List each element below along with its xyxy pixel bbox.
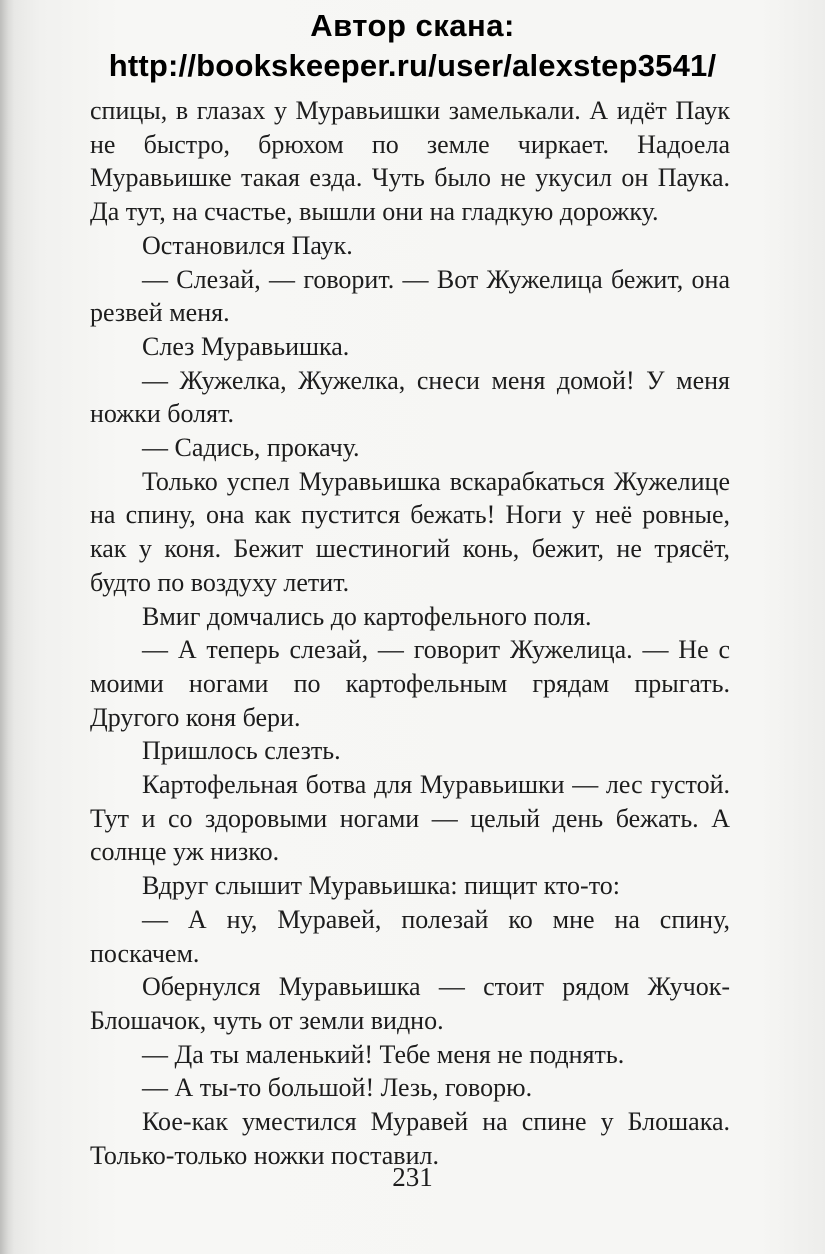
paragraph: — Да ты маленький! Тебе меня не поднять. (142, 1039, 625, 1069)
paragraph: Остановился Паук. (142, 230, 353, 260)
paragraph: — Жужелка, Жужелка, снеси меня домой! У меня ножки болят. (90, 365, 730, 429)
paragraph: — А теперь слезай, — говорит Жужелица. — Не с моими ногами по картофельным грядам прыгать. Другого коня бери. (90, 635, 730, 732)
paragraph: — А ну, Муравей, полезай ко мне на спину, поскачем. (90, 904, 730, 968)
story-text (90, 94, 730, 1173)
paragraph: спицы, в глазах у Муравьишки замелькали. А идёт Паук не быстро, брюхом по земле чиркает. Надоела Муравьишке такая езда. Чуть было не укусил он Паука. Да тут, на счастье, вышли они на гладкую дорожку. (90, 96, 730, 227)
paragraph: Картофельная ботва для Муравьишки — лес густой. Тут и со здоровыми ногами — целый день бежать. А солнце уж низко. (90, 770, 730, 867)
scan-credit-url: http://bookskeeper.ru/user/alexstep3541/ (108, 48, 717, 83)
scan-credit-title: Автор скана: (310, 8, 515, 43)
paragraph: Пришлось слезть. (142, 736, 341, 766)
paragraph: Кое-как уместился Муравей на спине у Блошака. Только-только ножки поставил. (90, 1107, 730, 1170)
page-number: 231 (392, 1162, 433, 1192)
paragraph: Вдруг слышит Муравьишка: пищит кто-то: (142, 871, 620, 901)
paragraph: Только успел Муравьишка вскарабкаться Жужелице на спину, она как пустится бежать! Ноги у неё ровные, как у коня. Бежит шестиногий конь, бежит, не трясёт, будто по воздуху летит. (90, 466, 730, 597)
paragraph: — А ты-то большой! Лезь, говорю. (142, 1073, 533, 1103)
paragraph: Слез Муравьишка. (142, 331, 350, 361)
paragraph: Вмиг домчались до картофельного поля. (142, 601, 592, 631)
paragraph: — Садись, прокачу. (142, 433, 360, 463)
book-spine-shadow (0, 0, 14, 1254)
paragraph: Обернулся Муравьишка — стоит рядом Жучок-Блошачок, чуть от земли видно. (90, 972, 730, 1035)
scan-credit-header (0, 6, 825, 86)
paragraph: — Слезай, — говорит. — Вот Жужелица бежит, она резвей меня. (90, 264, 730, 328)
